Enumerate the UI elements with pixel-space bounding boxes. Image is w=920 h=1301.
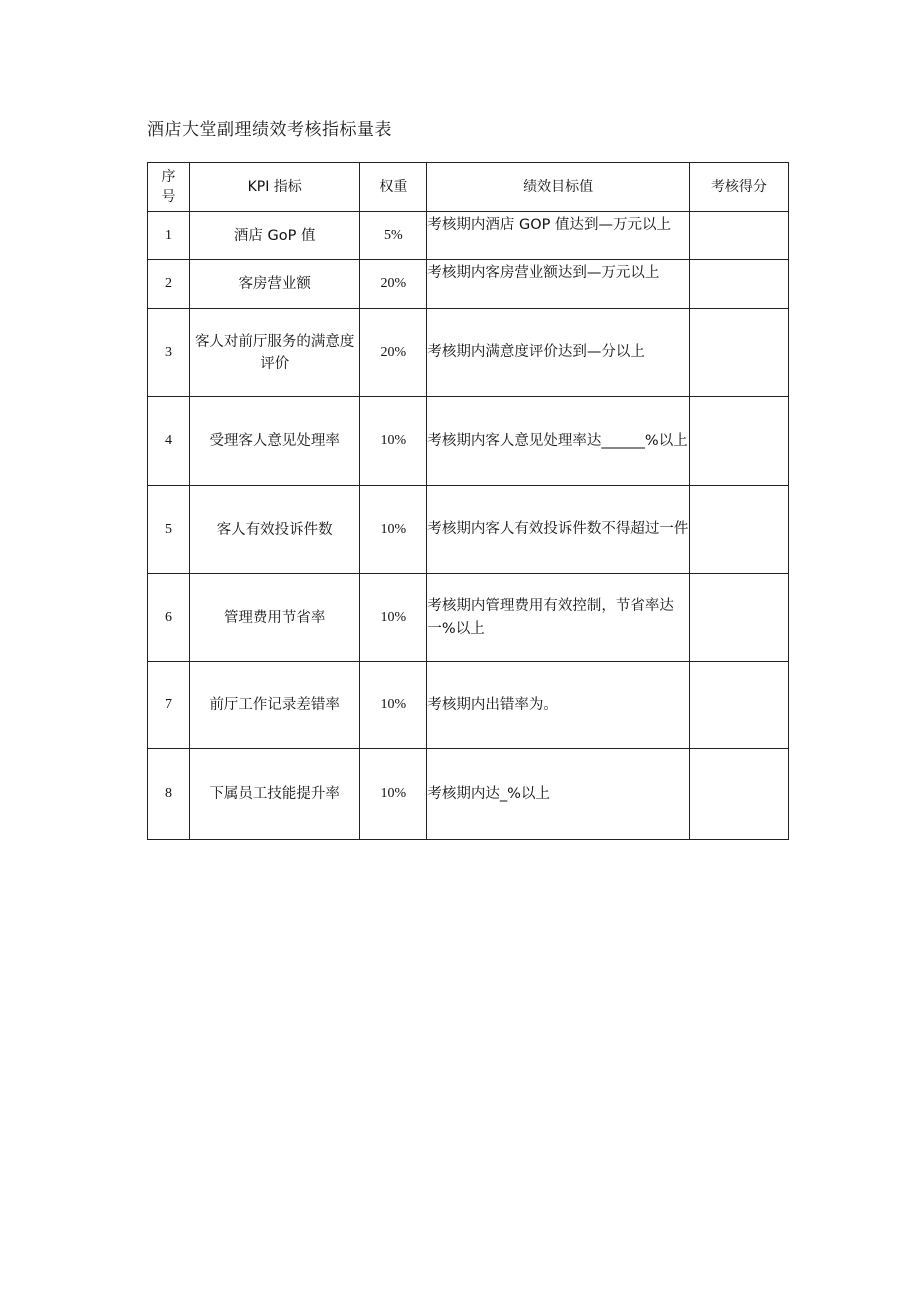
row-target: 考核期内客房营业额达到—万元以上 — [427, 260, 689, 309]
table-row — [148, 486, 789, 574]
row-weight: 10% — [360, 397, 427, 486]
header-kpi: KPI 指标 — [190, 163, 360, 212]
document-title: 酒店大堂副理绩效考核指标量表 — [147, 120, 392, 140]
header-weight: 权重 — [360, 163, 427, 212]
row-score — [689, 309, 788, 397]
row-weight: 10% — [360, 574, 427, 662]
row-no: 8 — [148, 749, 190, 840]
header-score: 考核得分 — [689, 163, 788, 212]
row-score — [689, 260, 788, 309]
table-row — [148, 574, 789, 662]
row-target: 考核期内客人有效投诉件数不得超过一件 — [427, 486, 689, 574]
row-weight: 10% — [360, 749, 427, 840]
row-no: 1 — [148, 212, 190, 260]
header-no-line1: 序 — [161, 169, 176, 185]
row-score — [689, 574, 788, 662]
row-target: 考核期内酒店 GOP 值达到—万元以上 — [427, 212, 689, 260]
table-row — [148, 309, 789, 397]
kpi-table — [147, 162, 789, 840]
row-score — [689, 486, 788, 574]
row-kpi: 管理费用节省率 — [190, 574, 360, 662]
row-weight: 10% — [360, 486, 427, 574]
row-target: 考核期内达_%以上 — [427, 749, 689, 840]
row-weight: 20% — [360, 260, 427, 309]
row-kpi: 受理客人意见处理率 — [190, 397, 360, 486]
header-target: 绩效目标值 — [427, 163, 689, 212]
table-header-row — [148, 163, 789, 212]
row-target: 考核期内客人意见处理率达______%以上 — [427, 397, 689, 486]
table-row — [148, 212, 789, 260]
row-no: 7 — [148, 662, 190, 749]
row-kpi: 酒店 GoP 值 — [190, 212, 360, 260]
table-row — [148, 749, 789, 840]
row-score — [689, 662, 788, 749]
row-kpi: 下属员工技能提升率 — [190, 749, 360, 840]
row-score — [689, 749, 788, 840]
row-no: 6 — [148, 574, 190, 662]
row-kpi: 客人对前厅服务的满意度评价 — [190, 309, 360, 397]
table-row — [148, 662, 789, 749]
row-kpi: 客人有效投诉件数 — [190, 486, 360, 574]
row-no: 2 — [148, 260, 190, 309]
row-target: 考核期内出错率为。 — [427, 662, 689, 749]
table-row — [148, 260, 789, 309]
row-target: 考核期内满意度评价达到—分以上 — [427, 309, 689, 397]
row-score — [689, 212, 788, 260]
row-weight: 20% — [360, 309, 427, 397]
row-no: 3 — [148, 309, 190, 397]
row-weight: 10% — [360, 662, 427, 749]
row-no: 4 — [148, 397, 190, 486]
row-kpi: 前厅工作记录差错率 — [190, 662, 360, 749]
header-no-line2: 号 — [161, 189, 176, 205]
row-kpi: 客房营业额 — [190, 260, 360, 309]
header-no — [148, 163, 190, 212]
row-score — [689, 397, 788, 486]
row-weight: 5% — [360, 212, 427, 260]
row-target: 考核期内管理费用有效控制，节省率达一%以上 — [427, 574, 689, 662]
table-row — [148, 397, 789, 486]
row-no: 5 — [148, 486, 190, 574]
